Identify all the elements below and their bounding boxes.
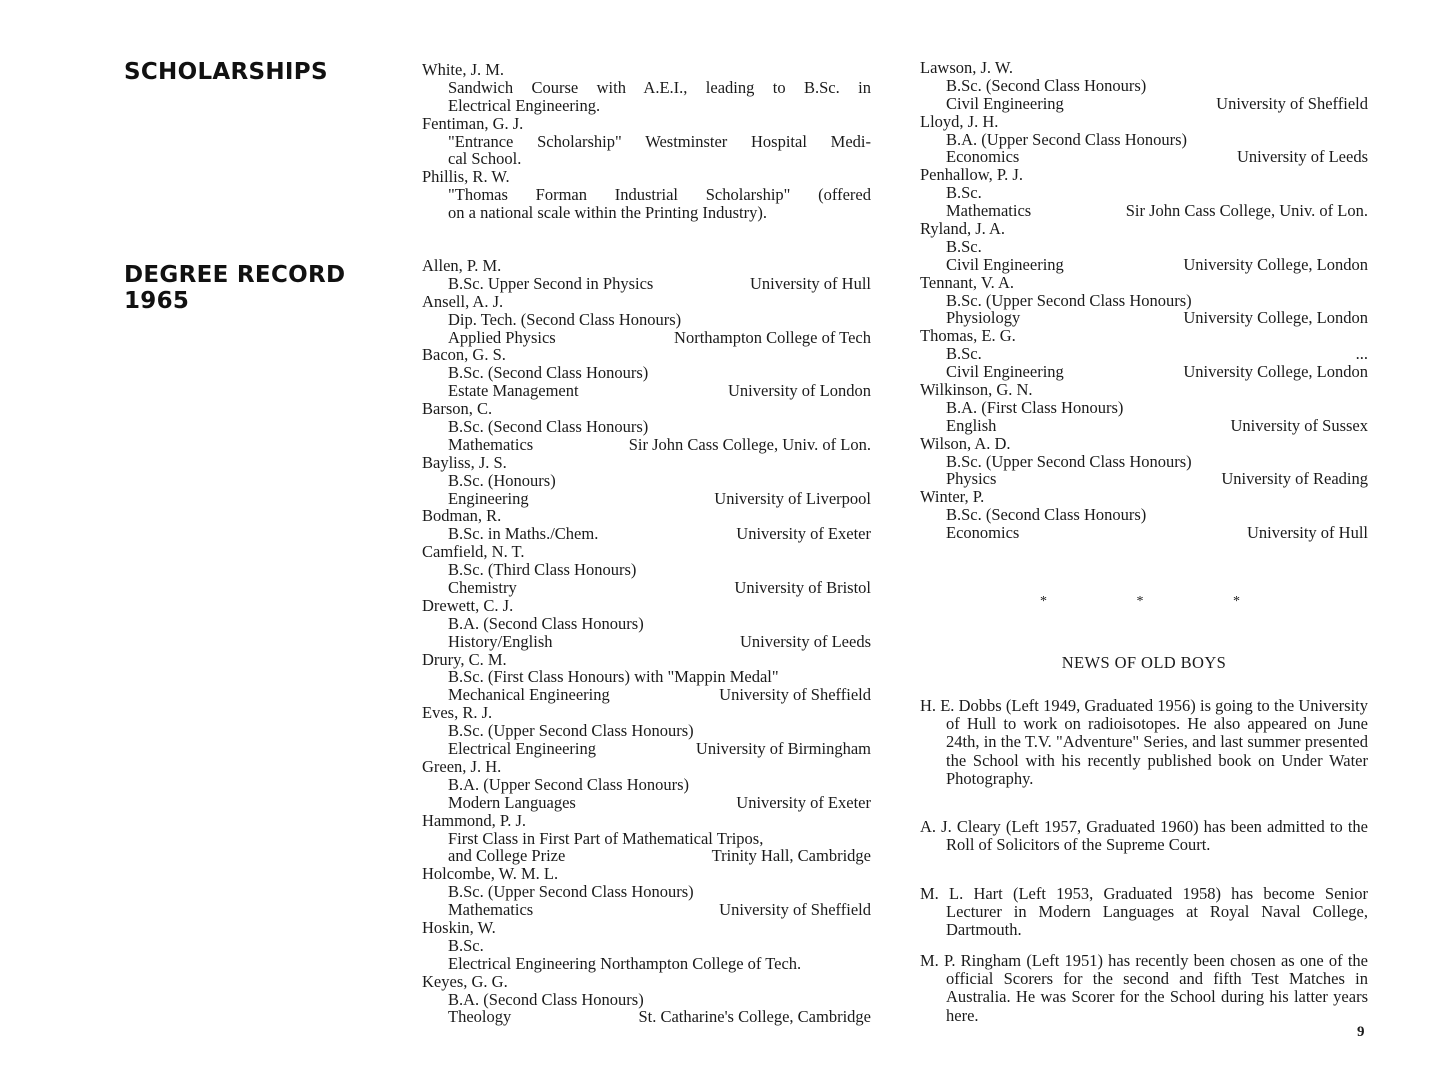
section-separator bbox=[1040, 594, 1240, 610]
graduate-name: Eves, R. J. bbox=[422, 703, 493, 723]
degree-subject: B.Sc. (First Class Honours) with "Mappin Medal" bbox=[448, 667, 779, 687]
graduate-name: Wilkinson, G. N. bbox=[920, 380, 1033, 400]
degree-row bbox=[920, 345, 1368, 363]
degree-subject: First Class in First Part of Mathematical Tripos, bbox=[448, 828, 764, 848]
degree-row bbox=[422, 275, 871, 293]
degree-row bbox=[920, 148, 1368, 166]
degree-subject: B.A. (Second Class Honours) bbox=[448, 989, 644, 1009]
degree-row bbox=[920, 309, 1368, 327]
graduate-name: Wilson, A. D. bbox=[920, 433, 1011, 453]
degree-row bbox=[920, 470, 1368, 488]
degree-row bbox=[422, 579, 871, 597]
degree-subject: B.A. (Upper Second Class Honours) bbox=[448, 774, 690, 794]
degree-row bbox=[422, 382, 871, 400]
graduate-name: Hammond, P. J. bbox=[422, 810, 527, 830]
degree-subject: B.Sc. bbox=[946, 183, 982, 203]
degree-institution: Sir John Cass College, Univ. of Lon. bbox=[1125, 201, 1368, 221]
degree-subject: B.Sc. (Honours) bbox=[448, 470, 556, 490]
degree-row bbox=[422, 901, 871, 919]
degree-subject: B.Sc. in Maths./Chem. bbox=[448, 524, 599, 544]
degree-row bbox=[920, 256, 1368, 274]
degree-row bbox=[920, 238, 1368, 256]
degree-subject: B.A. (Second Class Honours) bbox=[448, 613, 644, 633]
scholar-detail: on a national scale within the Printing Industry). bbox=[448, 203, 767, 223]
degree-institution: Northampton College of Tech bbox=[674, 327, 871, 347]
graduate-name: Allen, P. M. bbox=[422, 256, 502, 275]
graduate-name: Drury, C. M. bbox=[422, 649, 507, 669]
degree-subject: B.Sc. Upper Second in Physics bbox=[448, 273, 654, 293]
degree-institution: University of Reading bbox=[1221, 469, 1368, 489]
degree-row bbox=[920, 184, 1368, 202]
degree-row bbox=[920, 506, 1368, 524]
degree-subject: B.Sc. (Upper Second Class Honours) bbox=[448, 882, 694, 902]
degree-subject: Civil Engineering bbox=[946, 93, 1064, 113]
graduate-name: Ryland, J. A. bbox=[920, 219, 1006, 239]
degree-subject: English bbox=[946, 415, 997, 435]
degree-subject: Physiology bbox=[946, 308, 1021, 328]
degree-row bbox=[422, 633, 871, 651]
degree-row bbox=[422, 830, 871, 848]
degree-subject: B.Sc. (Upper Second Class Honours) bbox=[448, 721, 694, 741]
scholarships-heading: SCHOLARSHIPS bbox=[124, 59, 328, 85]
degree-subject: B.Sc. (Upper Second Class Honours) bbox=[946, 290, 1192, 310]
degree-row bbox=[422, 794, 871, 812]
degree-row bbox=[422, 937, 871, 955]
degree-institution: University of Leeds bbox=[1236, 147, 1368, 167]
degree-subject: Civil Engineering bbox=[946, 254, 1064, 274]
graduate-name: Lloyd, J. H. bbox=[920, 111, 999, 131]
degree-subject: Mathematics bbox=[448, 434, 534, 454]
degree-subject: B.Sc. bbox=[946, 344, 982, 364]
graduate-name: Bayliss, J. S. bbox=[422, 452, 507, 472]
degree-row bbox=[920, 131, 1368, 149]
degree-row bbox=[920, 202, 1368, 220]
degree-institution: University of Hull bbox=[750, 273, 871, 293]
degree-institution: University of Sheffield bbox=[1216, 93, 1368, 113]
degree-row bbox=[422, 883, 871, 901]
graduate-name: Green, J. H. bbox=[422, 756, 502, 776]
degree-subject: B.Sc. (Upper Second Class Honours) bbox=[946, 451, 1192, 471]
degree-institution: University College, London bbox=[1183, 362, 1368, 382]
scholar-detail: "Entrance Scholarship" Westminster Hospital Medi- bbox=[448, 131, 871, 151]
degree-subject: B.Sc. (Second Class Honours) bbox=[946, 75, 1147, 95]
degree-row bbox=[920, 95, 1368, 113]
degree-institution: University of Bristol bbox=[734, 578, 871, 598]
degree-row bbox=[920, 417, 1368, 435]
graduate-name: Barson, C. bbox=[422, 399, 493, 419]
degree-row bbox=[422, 686, 871, 704]
degree-row bbox=[422, 615, 871, 633]
scholar-name: Phillis, R. W. bbox=[422, 167, 510, 187]
graduate-name: Hoskin, W. bbox=[422, 917, 496, 937]
degree-row bbox=[422, 847, 871, 865]
degree-institution: University of Liverpool bbox=[714, 488, 871, 508]
degree-subject: Mathematics bbox=[448, 900, 534, 920]
page-number: 9 bbox=[1357, 1024, 1365, 1040]
degree-institution: University of Sheffield bbox=[719, 685, 871, 705]
graduate-name: Penhallow, P. J. bbox=[920, 165, 1023, 185]
degree-subject: B.Sc. bbox=[946, 236, 982, 256]
scholar-detail: Electrical Engineering. bbox=[448, 95, 601, 115]
degree-row bbox=[920, 77, 1368, 95]
degree-institution: Trinity Hall, Cambridge bbox=[711, 846, 871, 866]
separator-star: * bbox=[1136, 594, 1144, 609]
degree-institution: ... bbox=[1355, 344, 1368, 364]
news-heading: NEWS OF OLD BOYS bbox=[1061, 653, 1227, 672]
degree-subject: B.A. (Upper Second Class Honours) bbox=[946, 129, 1188, 149]
degree-subject: B.Sc. bbox=[448, 935, 484, 955]
scholar-detail: cal School. bbox=[448, 149, 522, 169]
degree-institution: St. Catharine's College, Cambridge bbox=[638, 1007, 871, 1027]
degree-row bbox=[422, 525, 871, 543]
degree-row bbox=[422, 311, 871, 329]
degree-row bbox=[422, 776, 871, 794]
degree-institution: University of Exeter bbox=[736, 524, 871, 544]
degree-row bbox=[422, 991, 871, 1009]
separator-star: * bbox=[1233, 594, 1240, 609]
graduate-name: Keyes, G. G. bbox=[422, 971, 508, 991]
degree-row bbox=[422, 955, 871, 973]
graduate-name: Tennant, V. A. bbox=[920, 272, 1015, 292]
degree-row bbox=[422, 364, 871, 382]
degree-subject: Economics bbox=[946, 523, 1020, 543]
degree-subject: Estate Management bbox=[448, 381, 579, 401]
degree-subject: Electrical Engineering Northampton College of Tech. bbox=[448, 953, 802, 973]
news-paragraph: M. L. Hart (Left 1953, Graduated 1958) has become Senior Lecturer in Modern Languages at Royal Naval College, Dartmouth. bbox=[920, 884, 1368, 940]
degree-row bbox=[422, 418, 871, 436]
degree-row bbox=[422, 722, 871, 740]
degree-row bbox=[920, 292, 1368, 310]
degree-row bbox=[920, 399, 1368, 417]
graduate-name: Drewett, C. J. bbox=[422, 595, 514, 615]
degree-row bbox=[920, 363, 1368, 381]
scholar-name: Fentiman, G. J. bbox=[422, 113, 524, 133]
degree-institution: University of Sussex bbox=[1230, 415, 1368, 435]
degree-subject: Electrical Engineering bbox=[448, 739, 596, 759]
degree-institution: University of Exeter bbox=[736, 792, 871, 812]
degree-subject: Civil Engineering bbox=[946, 362, 1064, 382]
degree-subject: Modern Languages bbox=[448, 792, 576, 812]
degree-subject: Chemistry bbox=[448, 578, 517, 598]
scholar-name: White, J. M. bbox=[422, 60, 505, 79]
graduate-name: Camfield, N. T. bbox=[422, 542, 525, 562]
degree-subject: History/English bbox=[448, 631, 553, 651]
scholar-detail: "Thomas Forman Industrial Scholarship" (offered bbox=[448, 185, 871, 205]
degree-list-right bbox=[920, 59, 1368, 542]
degree-subject: Theology bbox=[448, 1007, 512, 1027]
degree-institution: University College, London bbox=[1183, 308, 1368, 328]
graduate-name: Winter, P. bbox=[920, 487, 985, 507]
news-paragraph: A. J. Cleary (Left 1957, Graduated 1960) has been admitted to the Roll of Solicitors of the Supreme Court. bbox=[920, 817, 1368, 855]
degree-row bbox=[422, 436, 871, 454]
degree-subject: Dip. Tech. (Second Class Honours) bbox=[448, 309, 682, 329]
degree-list-left bbox=[422, 257, 871, 1026]
degree-subject: Economics bbox=[946, 147, 1020, 167]
degree-row bbox=[422, 1008, 871, 1026]
degree-row bbox=[422, 668, 871, 686]
graduate-name: Lawson, J. W. bbox=[920, 58, 1014, 77]
degree-row bbox=[920, 524, 1368, 542]
degree-record-year: 1965 bbox=[124, 288, 190, 314]
degree-institution: University of Leeds bbox=[739, 631, 871, 651]
news-paragraph: M. P. Ringham (Left 1951) has recently been chosen as one of the official Scorers for the second and fifth Test Matches in Australia. He was Scorer for the School during his latter years here. bbox=[920, 951, 1368, 1025]
degree-subject: and College Prize bbox=[448, 846, 566, 866]
scholarships-list bbox=[422, 61, 871, 222]
degree-institution: University College, London bbox=[1183, 254, 1368, 274]
graduate-name: Ansell, A. J. bbox=[422, 291, 504, 311]
degree-subject: Mathematics bbox=[946, 201, 1032, 221]
degree-subject: Engineering bbox=[448, 488, 529, 508]
degree-institution: University of Sheffield bbox=[719, 900, 871, 920]
degree-row bbox=[422, 740, 871, 758]
graduate-name: Holcombe, W. M. L. bbox=[422, 864, 559, 884]
degree-row bbox=[422, 561, 871, 579]
news-paragraph: H. E. Dobbs (Left 1949, Graduated 1956) is going to the University of Hull to work on radioisotopes. He also appeared on June 24th, in the T.V. "Adventure" Series, and last summer presented the School with his recently published book on Under Water Photography. bbox=[920, 696, 1368, 788]
scholar-detail: Sandwich Course with A.E.I., leading to B.Sc. in bbox=[448, 77, 871, 97]
graduate-name: Thomas, E. G. bbox=[920, 326, 1016, 346]
degree-record-heading: DEGREE RECORD bbox=[124, 262, 346, 288]
degree-subject: B.Sc. (Third Class Honours) bbox=[448, 560, 637, 580]
separator-star: * bbox=[1040, 594, 1047, 609]
degree-institution: University of Hull bbox=[1247, 523, 1368, 543]
degree-subject: Applied Physics bbox=[448, 327, 556, 347]
degree-row bbox=[422, 329, 871, 347]
degree-subject: B.Sc. (Second Class Honours) bbox=[448, 363, 649, 383]
degree-row bbox=[422, 490, 871, 508]
degree-subject: Physics bbox=[946, 469, 997, 489]
graduate-name: Bacon, G. S. bbox=[422, 345, 506, 365]
degree-row bbox=[920, 453, 1368, 471]
degree-subject: B.Sc. (Second Class Honours) bbox=[448, 417, 649, 437]
degree-subject: Mechanical Engineering bbox=[448, 685, 610, 705]
graduate-name: Bodman, R. bbox=[422, 506, 502, 526]
degree-institution: University of Birmingham bbox=[695, 739, 871, 759]
degree-subject: B.Sc. (Second Class Honours) bbox=[946, 505, 1147, 525]
degree-subject: B.A. (First Class Honours) bbox=[946, 397, 1124, 417]
degree-institution: University of London bbox=[728, 381, 871, 401]
degree-institution: Sir John Cass College, Univ. of Lon. bbox=[628, 434, 871, 454]
degree-row bbox=[422, 472, 871, 490]
